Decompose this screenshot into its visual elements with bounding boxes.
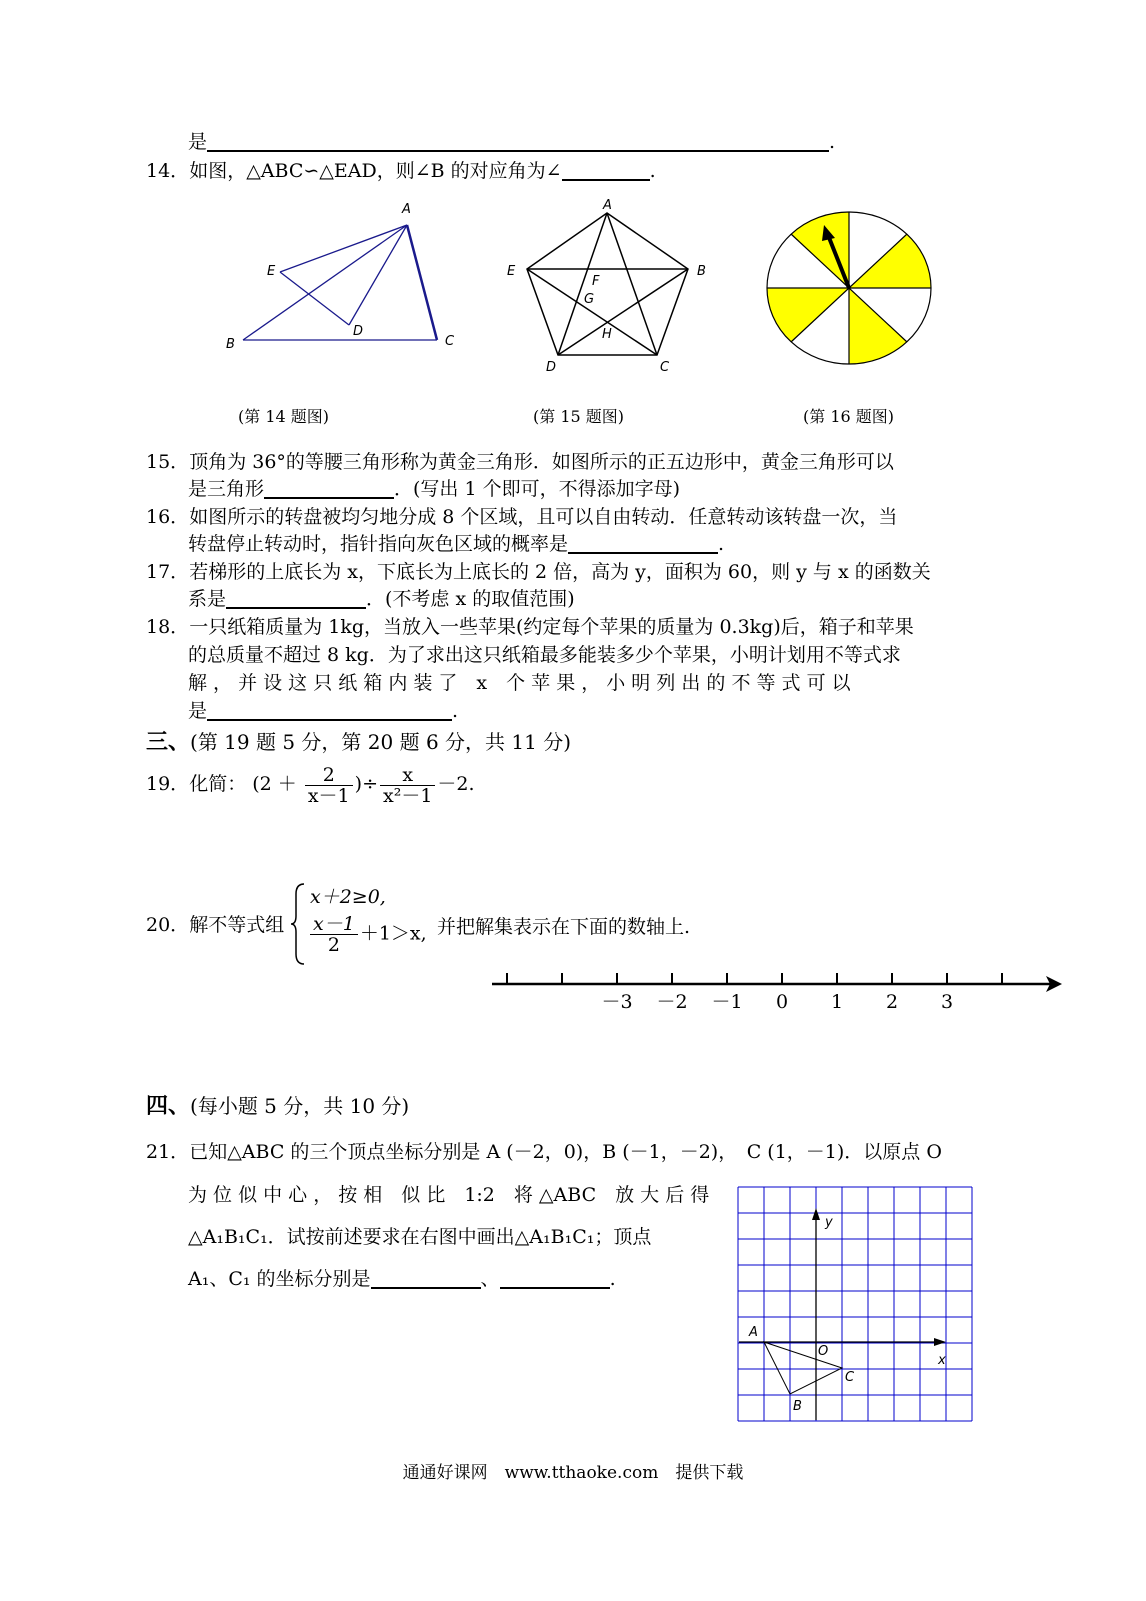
label-A: A xyxy=(402,202,411,217)
figure-16-spinner xyxy=(760,205,940,375)
question-18-line4: 是 . xyxy=(188,700,459,722)
number-line[interactable] xyxy=(490,968,1065,1018)
label-D: D xyxy=(353,324,364,339)
tick-label: 0 xyxy=(775,991,789,1013)
coordinate-grid[interactable] xyxy=(735,1184,975,1424)
question-17: 17．若梯形的上底长为 x，下底长为上底长的 2 倍，高为 y，面积为 60，则 y 与 x 的函数关 xyxy=(146,561,931,583)
fraction: $\frac{2}{x-1}$ xyxy=(305,765,353,806)
figure-16-caption: (第 16 题图) xyxy=(803,407,895,426)
label-A: A xyxy=(603,198,612,213)
label-E: E xyxy=(507,264,516,279)
question-18-line2: 的总质量不超过 8 kg．为了求出这只纸箱最多能装多少个苹果，小明计划用不等式求 xyxy=(188,644,901,666)
fraction: $\frac{x}{\text{x²－1}}$ xyxy=(380,765,435,806)
inequality-2: $\frac{x-1}{2}$ ＋1＞x, xyxy=(308,914,427,955)
label-E: E xyxy=(267,264,276,279)
brace xyxy=(290,882,306,966)
question-20-label: 20．解不等式组 xyxy=(146,914,285,936)
figure-15-caption: (第 15 题图) xyxy=(533,407,625,426)
question-21-line2: 为 位 似 中 心 ， 按 相 似 比 1:2 将 △ABC 放 大 后 得 xyxy=(188,1184,710,1206)
tick-label: －1 xyxy=(711,991,743,1013)
label-C: C xyxy=(660,360,670,375)
question-20-tail: 并把解集表示在下面的数轴上. xyxy=(437,916,691,938)
x-arrow-icon xyxy=(934,1338,946,1346)
question-14: 14．如图，△ABC∽△EAD，则∠B 的对应角为∠ . xyxy=(146,160,656,182)
figure-14-caption: (第 14 题图) xyxy=(238,407,330,426)
answer-blank[interactable] xyxy=(226,587,366,609)
question-15-line2: 是三角形 ．(写出 1 个即可，不得添加字母) xyxy=(188,478,681,500)
fraction: $\frac{x-1}{2}$ xyxy=(310,914,358,955)
label-B: B xyxy=(793,1399,802,1414)
label-B: B xyxy=(697,264,706,279)
question-15: 15．顶角为 36°的等腰三角形称为黄金三角形．如图所示的正五边形中，黄金三角形可以 xyxy=(146,451,894,473)
inequality-1: x＋2≥0, xyxy=(310,886,386,908)
triangle-abc xyxy=(764,1342,842,1394)
label-y: y xyxy=(825,1215,833,1230)
figure-15 xyxy=(500,195,720,380)
question-16-line2: 转盘停止转动时，指针指向灰色区域的概率是 . xyxy=(188,533,725,555)
question-17-line2: 系是 ．(不考虑 x 的取值范围) xyxy=(188,588,575,610)
y-arrow-icon xyxy=(812,1208,820,1220)
answer-blank[interactable] xyxy=(207,130,829,152)
section-4-heading: 四、(每小题 5 分，共 10 分) xyxy=(146,1093,410,1119)
label-C: C xyxy=(845,1370,855,1385)
tick-label: 3 xyxy=(940,991,954,1013)
question-18: 18．一只纸箱质量为 1kg，当放入一些苹果(约定每个苹果的质量为 0.3kg)后，箱子和苹果 xyxy=(146,616,914,638)
answer-blank[interactable] xyxy=(568,532,718,554)
tick-label: 2 xyxy=(885,991,899,1013)
label-D: D xyxy=(546,360,557,375)
label-B: B xyxy=(226,337,235,352)
tick-label: －2 xyxy=(656,991,688,1013)
answer-blank[interactable] xyxy=(562,159,650,181)
question-19: 19．化简： (2 ＋ $\frac{2}{x-1}$ )÷ $\frac{x}{\text{x²－1}}$ －2. xyxy=(146,763,475,807)
label-A: A xyxy=(749,1325,758,1340)
q13-tail: 是 . xyxy=(188,131,836,153)
answer-blank-a1[interactable] xyxy=(371,1267,481,1289)
label-H: H xyxy=(602,327,612,342)
label-C: C xyxy=(445,334,455,349)
label-O: O xyxy=(818,1344,829,1359)
label-x: x xyxy=(938,1353,946,1368)
question-21-line3: △A₁B₁C₁．试按前述要求在右图中画出△A₁B₁C₁；顶点 xyxy=(188,1226,652,1248)
tick-label: －3 xyxy=(601,991,633,1013)
label-G: G xyxy=(584,292,595,307)
footer: 通通好课网 www.tthaoke.com 提供下载 xyxy=(402,1463,744,1483)
question-21: 21．已知△ABC 的三个顶点坐标分别是 A (－2，0)，B (－1，－2)， C (1，－1)．以原点 O xyxy=(146,1141,942,1163)
answer-blank-c1[interactable] xyxy=(500,1267,610,1289)
question-18-line3: 解 ， 并 设 这 只 纸 箱 内 装 了 x 个 苹 果 ， 小 明 列 出 的 不 等 式 可 以 xyxy=(188,672,851,694)
question-16: 16．如图所示的转盘被均匀地分成 8 个区域，且可以自由转动．任意转动该转盘一次，当 xyxy=(146,506,898,528)
section-3-heading: 三、(第 19 题 5 分，第 20 题 6 分，共 11 分) xyxy=(146,729,571,755)
question-21-line4: A₁、C₁ 的坐标分别是 、 . xyxy=(188,1268,616,1290)
label-F: F xyxy=(592,274,600,289)
tick-label: 1 xyxy=(830,991,844,1013)
answer-blank[interactable] xyxy=(207,699,452,721)
figure-14 xyxy=(220,195,470,365)
answer-blank[interactable] xyxy=(264,477,394,499)
